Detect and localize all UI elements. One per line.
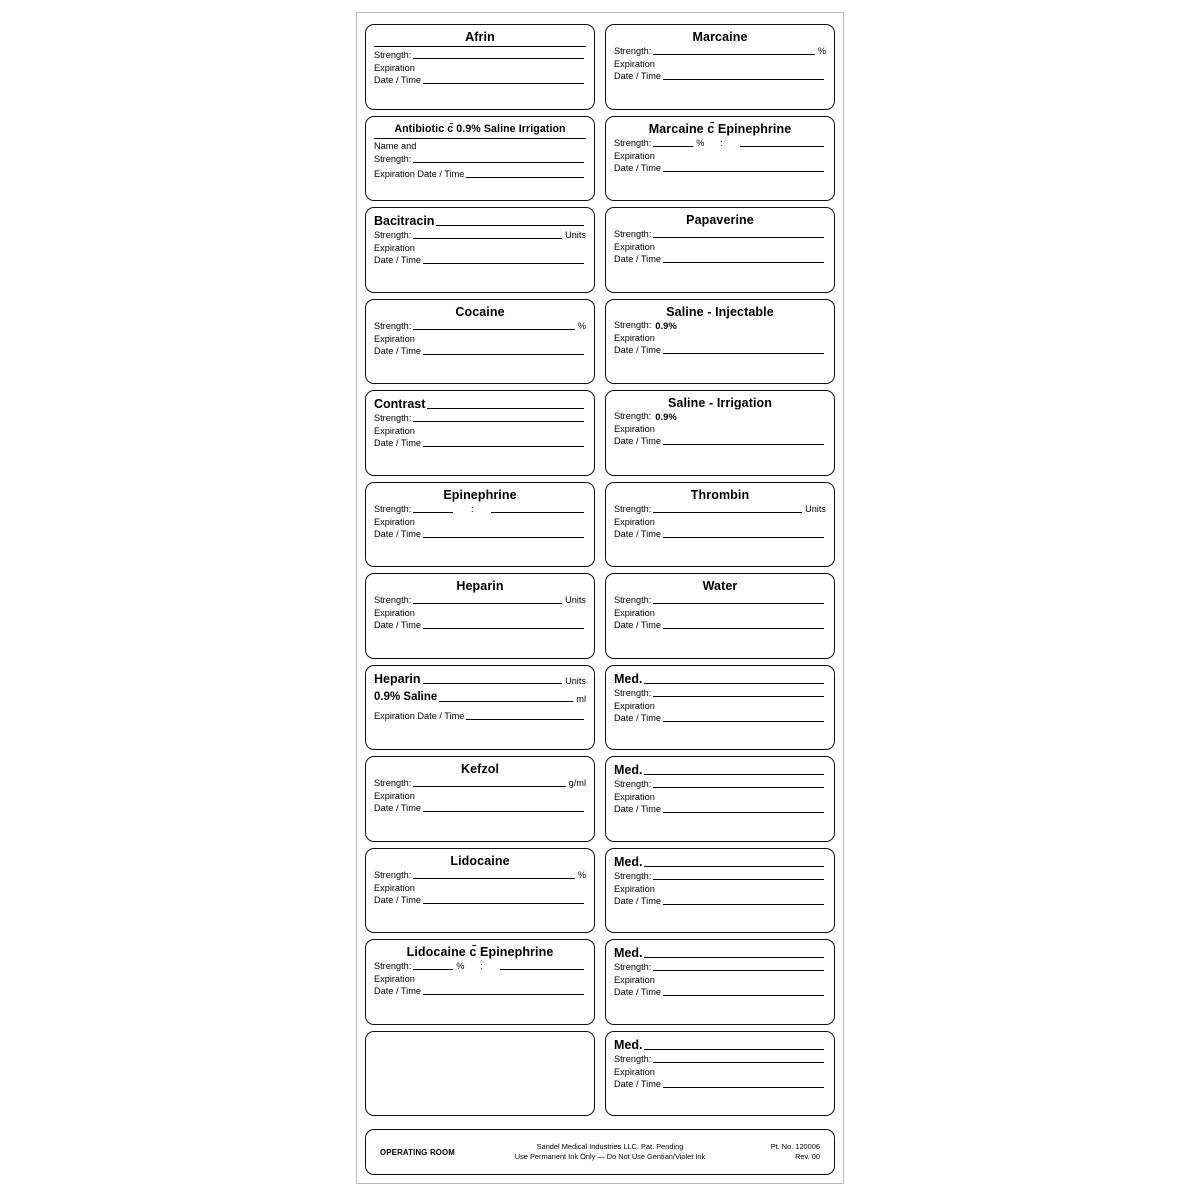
strength-label: Strength: <box>614 870 652 881</box>
expiration-label: Expiration <box>374 791 415 801</box>
expiration-label: Expiration <box>374 882 415 893</box>
strength-input[interactable] <box>653 503 802 513</box>
expiration-block[interactable] <box>614 1067 826 1090</box>
label-med-2[interactable] <box>605 756 835 842</box>
expiration-block[interactable] <box>614 884 826 907</box>
expiration-row[interactable] <box>374 710 586 722</box>
saline-unit-label: ml <box>576 693 586 704</box>
date-time-input[interactable] <box>663 712 824 722</box>
strength-row[interactable] <box>374 320 586 332</box>
expiration-date-time-input[interactable] <box>466 168 584 178</box>
label-title: Lidocaine <box>450 853 510 868</box>
strength-row[interactable] <box>614 503 826 515</box>
title-row <box>614 763 826 777</box>
strength-input[interactable] <box>413 412 584 422</box>
strength-row[interactable] <box>374 229 586 241</box>
strength-input[interactable] <box>413 49 584 59</box>
date-time-label: Date / Time <box>614 620 661 630</box>
ratio-input[interactable] <box>740 137 824 147</box>
expiration-label: Expiration <box>614 883 655 894</box>
expiration-block[interactable] <box>374 791 586 814</box>
date-time-label: Date / Time <box>614 528 661 539</box>
expiration-label: Expiration <box>614 150 655 161</box>
label-lidocaine[interactable] <box>365 848 595 934</box>
name-and-label: Name and <box>374 140 417 151</box>
date-time-label: Date / Time <box>374 803 421 813</box>
label-lidocaine-epinephrine[interactable] <box>365 939 595 1025</box>
strength-label: Strength: <box>374 503 412 514</box>
strength-row[interactable] <box>614 45 826 57</box>
strength-label: Strength: <box>614 962 652 972</box>
date-time-label: Date / Time <box>614 71 661 81</box>
label-title: Cocaine <box>455 304 505 319</box>
expiration-block[interactable] <box>374 426 586 449</box>
strength-label: Strength: <box>374 778 412 788</box>
footer-partnumber <box>710 1142 834 1162</box>
footer-department: OPERATING ROOM <box>380 1147 455 1157</box>
strength-row <box>614 320 826 331</box>
expiration-label: Expiration <box>614 700 655 711</box>
unit-label: % <box>577 869 586 880</box>
expiration-block[interactable] <box>374 608 586 631</box>
expiration-label: Expiration <box>614 516 655 527</box>
unit-label: % <box>577 320 586 331</box>
percent-label: % <box>456 961 465 971</box>
label-saline-injectable[interactable] <box>605 299 835 385</box>
label-title: Lidocaine c̄ Epinephrine <box>406 945 554 959</box>
strength-row[interactable] <box>614 594 826 606</box>
strength-value: 0.9% <box>655 411 677 422</box>
strength-row[interactable] <box>374 869 586 881</box>
date-time-label: Date / Time <box>374 986 421 996</box>
strength-input[interactable] <box>653 45 815 55</box>
date-time-input[interactable] <box>423 619 584 629</box>
date-time-input[interactable] <box>423 437 584 447</box>
unit-label: Units <box>565 675 586 686</box>
strength-row[interactable] <box>614 778 826 790</box>
strength-row[interactable] <box>374 49 586 61</box>
label-blank[interactable] <box>365 1031 595 1117</box>
date-time-label: Date / Time <box>374 528 421 539</box>
strength-label: Strength: <box>374 595 412 605</box>
strength-input[interactable] <box>653 594 824 604</box>
label-epinephrine[interactable] <box>365 482 595 568</box>
label-sheet <box>356 12 844 1184</box>
date-time-input[interactable] <box>663 70 824 80</box>
expiration-label: Expiration <box>614 792 655 802</box>
strength-label: Strength: <box>374 961 412 971</box>
percent-label: % <box>696 137 705 148</box>
expiration-label: Expiration <box>374 63 415 73</box>
date-time-label: Date / Time <box>374 345 421 356</box>
unit-label: Units <box>565 230 586 240</box>
date-time-label: Date / Time <box>614 254 661 264</box>
label-saline-irrigation[interactable] <box>605 390 835 476</box>
ratio-input[interactable] <box>491 503 584 513</box>
date-time-label: Date / Time <box>614 712 661 723</box>
expiration-date-time-label: Expiration Date / Time <box>374 710 465 721</box>
date-time-input[interactable] <box>663 253 824 263</box>
strength-row[interactable] <box>614 1053 826 1065</box>
strength-input[interactable] <box>413 777 565 787</box>
label-afrin[interactable] <box>365 24 595 110</box>
title-rule <box>374 137 586 139</box>
saline-input[interactable] <box>439 690 573 702</box>
label-title: Med. <box>614 763 643 777</box>
expiration-block[interactable] <box>614 975 826 998</box>
label-water[interactable] <box>605 573 835 659</box>
date-time-label: Date / Time <box>374 75 421 85</box>
strength-row[interactable] <box>614 961 826 973</box>
title-rule <box>374 45 586 47</box>
expiration-row[interactable] <box>374 168 586 180</box>
strength-label: Strength: <box>614 137 652 148</box>
label-title: Saline - Injectable <box>666 304 774 319</box>
strength-label: Strength: <box>614 319 652 330</box>
label-antibiotic-saline-irrigation[interactable] <box>365 116 595 202</box>
label-med-3[interactable] <box>605 848 835 934</box>
footer-part-number: Pt. No. 120006 <box>770 1142 820 1151</box>
expiration-label: Expiration <box>374 608 415 618</box>
label-title: Heparin <box>374 671 421 686</box>
strength-label: Strength: <box>614 503 652 514</box>
expiration-label: Expiration <box>614 59 655 69</box>
date-time-label: Date / Time <box>614 895 661 906</box>
date-time-input[interactable] <box>423 985 584 995</box>
date-time-label: Date / Time <box>374 255 421 265</box>
strength-input[interactable] <box>653 961 824 971</box>
strength-input[interactable] <box>413 229 562 239</box>
strength-row[interactable] <box>374 153 586 165</box>
label-marcaine[interactable] <box>605 24 835 110</box>
saline-row <box>374 690 586 704</box>
date-time-input[interactable] <box>423 528 584 538</box>
strength-input[interactable] <box>653 687 824 697</box>
title-row <box>614 946 826 960</box>
label-title: Water <box>702 579 738 593</box>
expiration-label: Expiration <box>374 516 415 527</box>
expiration-label: Expiration <box>614 975 655 985</box>
label-med-4[interactable] <box>605 939 835 1025</box>
expiration-block[interactable] <box>614 608 826 631</box>
expiration-block[interactable] <box>374 883 586 906</box>
unit-label: % <box>817 46 826 56</box>
date-time-label: Date / Time <box>614 804 661 814</box>
expiration-block[interactable] <box>614 424 826 447</box>
label-title: Epinephrine <box>443 487 517 502</box>
label-papaverine[interactable] <box>605 207 835 293</box>
date-time-label: Date / Time <box>374 438 421 448</box>
saline-label: 0.9% Saline <box>374 690 438 703</box>
label-med-5[interactable] <box>605 1031 835 1117</box>
title-row <box>374 397 586 411</box>
footer-revision: Rev. 00 <box>795 1152 820 1161</box>
strength-row[interactable] <box>374 412 586 424</box>
strength-input[interactable] <box>653 228 824 238</box>
strength-label: Strength: <box>374 154 412 164</box>
expiration-label: Expiration <box>614 242 655 252</box>
date-time-label: Date / Time <box>374 620 421 630</box>
label-title: Heparin <box>456 579 504 593</box>
expiration-label: Expiration <box>374 333 415 344</box>
strength-row[interactable] <box>614 137 826 149</box>
strength-row[interactable] <box>614 687 826 699</box>
title-row <box>374 672 586 686</box>
strength-input[interactable] <box>413 503 453 513</box>
label-bacitracin[interactable] <box>365 207 595 293</box>
label-heparin-saline[interactable] <box>365 665 595 751</box>
expiration-block[interactable] <box>614 242 826 265</box>
label-title: Marcaine c̄ Epinephrine <box>648 121 792 136</box>
label-title: Med. <box>614 1037 643 1052</box>
strength-label: Strength: <box>614 46 652 56</box>
expiration-date-time-label: Expiration Date / Time <box>374 169 465 179</box>
expiration-block[interactable] <box>614 59 826 82</box>
ratio-colon: : <box>471 503 474 514</box>
expiration-block[interactable] <box>614 151 826 174</box>
label-title: Saline - Irrigation <box>668 396 772 410</box>
date-time-input[interactable] <box>423 74 584 84</box>
med-name-input[interactable] <box>644 855 824 867</box>
expiration-block[interactable] <box>614 517 826 540</box>
strength-input[interactable] <box>653 870 824 880</box>
strength-label: Strength: <box>374 230 412 240</box>
footer-notice-line2: Use Permanent Ink Only — Do Not Use Gentian/Violet Ink <box>514 1152 706 1161</box>
strength-row[interactable] <box>374 960 586 972</box>
strength-label: Strength: <box>374 50 412 60</box>
label-kefzol[interactable] <box>365 756 595 842</box>
date-time-input[interactable] <box>663 803 824 813</box>
strength-label: Strength: <box>614 229 652 239</box>
label-title: Thrombin <box>690 487 750 502</box>
strength-label: Strength: <box>614 779 652 789</box>
unit-label: Units <box>805 503 826 514</box>
strength-label: Strength: <box>614 595 652 605</box>
label-title: Kefzol <box>460 762 500 776</box>
strength-value: 0.9% <box>655 319 677 331</box>
label-title: Bacitracin <box>374 214 435 228</box>
strength-input[interactable] <box>653 1053 824 1063</box>
label-title: Med. <box>614 671 643 686</box>
expiration-label: Expiration <box>614 608 655 618</box>
strength-row[interactable] <box>374 594 586 606</box>
date-time-input[interactable] <box>423 894 584 904</box>
title-input[interactable] <box>423 672 563 684</box>
label-grid <box>365 21 835 1121</box>
strength-label: Strength: <box>614 1053 652 1064</box>
strength-input[interactable] <box>413 869 575 879</box>
expiration-block[interactable] <box>374 63 586 86</box>
strength-row[interactable] <box>374 503 586 515</box>
strength-label: Strength: <box>374 413 412 423</box>
med-name-input[interactable] <box>644 1038 824 1050</box>
expiration-label: Expiration <box>614 1066 655 1077</box>
strength-row[interactable] <box>614 228 826 240</box>
date-time-input[interactable] <box>423 345 584 355</box>
expiration-label: Expiration <box>374 243 415 253</box>
date-time-input[interactable] <box>663 162 824 172</box>
strength-input[interactable] <box>413 320 575 330</box>
date-time-input[interactable] <box>663 986 824 996</box>
label-med-1[interactable] <box>605 665 835 751</box>
expiration-block[interactable] <box>614 333 826 356</box>
title-input[interactable] <box>436 214 584 226</box>
label-title: Afrin <box>465 30 495 44</box>
label-marcaine-epinephrine[interactable] <box>605 116 835 202</box>
date-time-label: Date / Time <box>614 344 661 355</box>
footer-notice <box>510 1142 710 1162</box>
ratio-colon: : <box>720 137 723 148</box>
label-title: Contrast <box>374 397 426 411</box>
expiration-block[interactable] <box>374 974 586 997</box>
title-row <box>614 855 826 869</box>
date-time-input[interactable] <box>423 254 584 264</box>
strength-row <box>614 411 826 422</box>
date-time-label: Date / Time <box>614 1078 661 1089</box>
date-time-input[interactable] <box>663 344 824 354</box>
unit-label: Units <box>565 595 586 605</box>
med-name-input[interactable] <box>644 672 824 684</box>
expiration-date-time-input[interactable] <box>466 710 584 720</box>
date-time-label: Date / Time <box>614 162 661 173</box>
strength-label: Strength: <box>374 869 412 880</box>
sheet-footer <box>365 1129 835 1175</box>
expiration-block[interactable] <box>374 517 586 540</box>
label-title: Med. <box>614 854 643 869</box>
ratio-colon: : <box>480 961 483 971</box>
date-time-label: Date / Time <box>614 987 661 997</box>
expiration-label: Expiration <box>374 974 415 984</box>
date-time-input[interactable] <box>663 1078 824 1088</box>
footer-notice-line1: Sandel Medical Industries LLC. Pat. Pending <box>536 1142 684 1151</box>
ratio-input[interactable] <box>500 960 584 970</box>
title-input[interactable] <box>427 397 584 409</box>
date-time-input[interactable] <box>423 802 584 812</box>
strength-input[interactable] <box>413 594 562 604</box>
date-time-input[interactable] <box>663 435 824 445</box>
unit-label: g/ml <box>568 778 586 788</box>
label-title: Marcaine <box>692 30 748 44</box>
label-title: Antibiotic c̄ 0.9% Saline Irrigation <box>394 122 566 135</box>
med-name-input[interactable] <box>644 946 824 958</box>
strength-input[interactable] <box>653 778 824 788</box>
expiration-block[interactable] <box>614 701 826 724</box>
strength-row[interactable] <box>374 777 586 789</box>
date-time-input[interactable] <box>663 528 824 538</box>
date-time-label: Date / Time <box>614 436 661 446</box>
expiration-block[interactable] <box>614 792 826 815</box>
expiration-block[interactable] <box>374 243 586 266</box>
label-title: Med. <box>614 946 643 960</box>
expiration-label: Expiration <box>374 426 415 436</box>
label-cocaine[interactable] <box>365 299 595 385</box>
strength-row[interactable] <box>614 870 826 882</box>
expiration-label: Expiration <box>614 424 655 434</box>
date-time-input[interactable] <box>663 619 824 629</box>
label-heparin[interactable] <box>365 573 595 659</box>
expiration-block[interactable] <box>374 334 586 357</box>
med-name-input[interactable] <box>644 763 824 775</box>
date-time-input[interactable] <box>663 895 824 905</box>
strength-label: Strength: <box>614 687 652 698</box>
strength-input[interactable] <box>413 153 584 163</box>
strength-input[interactable] <box>653 137 693 147</box>
strength-label: Strength: <box>374 320 412 331</box>
title-row <box>614 1038 826 1052</box>
strength-input[interactable] <box>413 960 453 970</box>
label-title: Papaverine <box>686 213 754 227</box>
title-row <box>614 672 826 686</box>
strength-label: Strength: <box>614 411 652 421</box>
title-row <box>374 214 586 228</box>
label-thrombin[interactable] <box>605 482 835 568</box>
label-contrast[interactable] <box>365 390 595 476</box>
date-time-label: Date / Time <box>374 894 421 905</box>
expiration-label: Expiration <box>614 332 655 343</box>
